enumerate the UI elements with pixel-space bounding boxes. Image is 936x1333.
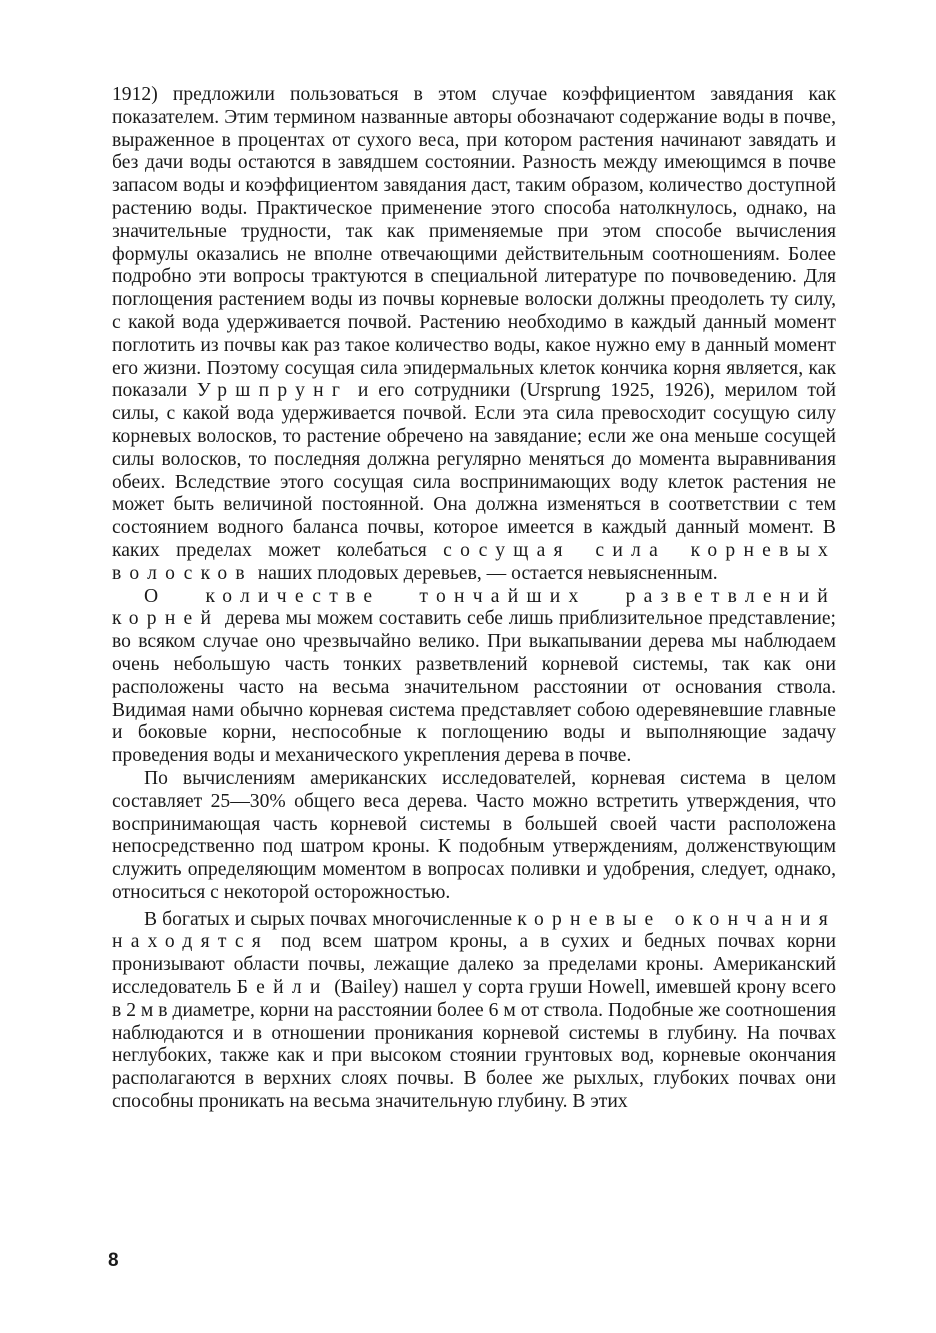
paragraph-4 <box>112 909 836 1114</box>
paragraph-4-part-1: В богатых и сырых почвах многочисленные <box>144 908 518 930</box>
paragraph-3-text: По вычислениям американских исследователей, корневая система в целом составляет 25—30% общего веса дерева. Часто можно встретить утверждения, что воспринимающая часть корневой системы в большей своей части расположена непосредственно под шатром кроны. К подобным утверждениям, долженствующим служить определяющим моментом в вопросах поливки и удобрения, следует, однако, относиться с некоторой осторожностью. <box>112 767 836 903</box>
paragraph-1 <box>112 84 836 586</box>
paragraph-2 <box>112 586 836 768</box>
author-name-bailey: Бейли <box>236 977 329 999</box>
paragraph-4-part-3: (Bailey) нашел у сорта груши Howell, имевшей крону всего в 2 м в диаметре, корни на расстоянии более 6 м от ствола. Подобные же соотношения наблюдаются и в отношении проникания корневой системы в глубину. На почвах неглубоких, также как и при высоком стоянии грунтовых вод, корневые окончания располагаются в верхних слоях почвы. В более же рыхлых, глубоких почвах они способны проникать на весьма значительную глубину. В этих <box>112 977 836 1113</box>
paragraph-2-lead: О количестве тончайших разветвлений корней <box>112 585 836 630</box>
author-name-ursprung: Уршпрунг <box>196 380 349 402</box>
paragraph-4-part-2: под всем шатром кроны, а в сухих и бедных почвах корни пронизывают области почвы, лежащие далеко за пределами кроны. Американский исследователь <box>112 931 836 999</box>
paragraph-1-part-2: и его сотрудники (Ursprung 1925, 1926), мерилом той силы, с какой вода удерживается почвой. Если эта сила превосходит сосущую силу корневых волосков, то растение обречено на завядание; если же она меньше сосущей силы волосков, то последняя должна регулярно меняться до момента выравнивания обеих. Вследствие этого сосущая сила воспринимающих воду клеток растения не может быть величиной постоянной. Она должна изменяться в соответствии с тем состоянием водного баланса почвы, которое имеется в каждый данный момент. В каких пределах может колебаться <box>112 380 836 561</box>
paragraph-3 <box>112 768 836 905</box>
term-root-hair-suction: сосущая сила корневых волосков <box>112 539 836 584</box>
paragraph-1-part-3: наших плодовых деревьев, — остается невыясненным. <box>252 562 718 584</box>
page-body <box>112 84 836 1114</box>
paragraph-2-text: дерева мы можем составить себе лишь приблизительное представление; во всяком случае оно чрезвычайно велико. При выкапывании дерева мы наблюдаем очень небольшую часть тонких разветвлений корневой системы, так как они расположены часто на весьма значительном расстоянии от основания ствола. Видимая нами обычно корневая система представляет собою одеревяневшие главные и боковые корни, неспособные к поглощению воды и выполняющие задачу проведения воды и механического укрепления дерева в почве. <box>112 608 836 767</box>
page-number: 8 <box>108 1250 119 1271</box>
paragraph-1-part-1: 1912) предложили пользоваться в этом случае коэффициентом завядания как показателем. Этим термином названные авторы обозначают содержание воды в почве, выраженное в процентах от сухого веса, при котором растения начинают завядать и без дачи воды остаются в завядшем состоянии. Разность между имеющимся в почве запасом воды и коэффициентом завядания даст, таким образом, количество доступной растению воды. Практическое применение этого способа натолкнулось, однако, на значительные трудности, так как применяемые при этом способе вычисления формулы оказались не вполне отвечающими действительным соотношениям. Более подробно эти вопросы трактуются в специальной литературе по почвоведению. Для поглощения растением воды из почвы корневые волоски должны преодолеть ту силу, с какой вода удерживается почвой. Растению необходимо в каждый данный момент поглотить из почвы как раз такое количество воды, какое нужно ему в данный момент его жизни. Поэтому сосущая сила эпидермальных клеток кончика корня является, как показали <box>112 84 836 402</box>
term-root-endings: корневые окончания находятся <box>112 908 836 953</box>
